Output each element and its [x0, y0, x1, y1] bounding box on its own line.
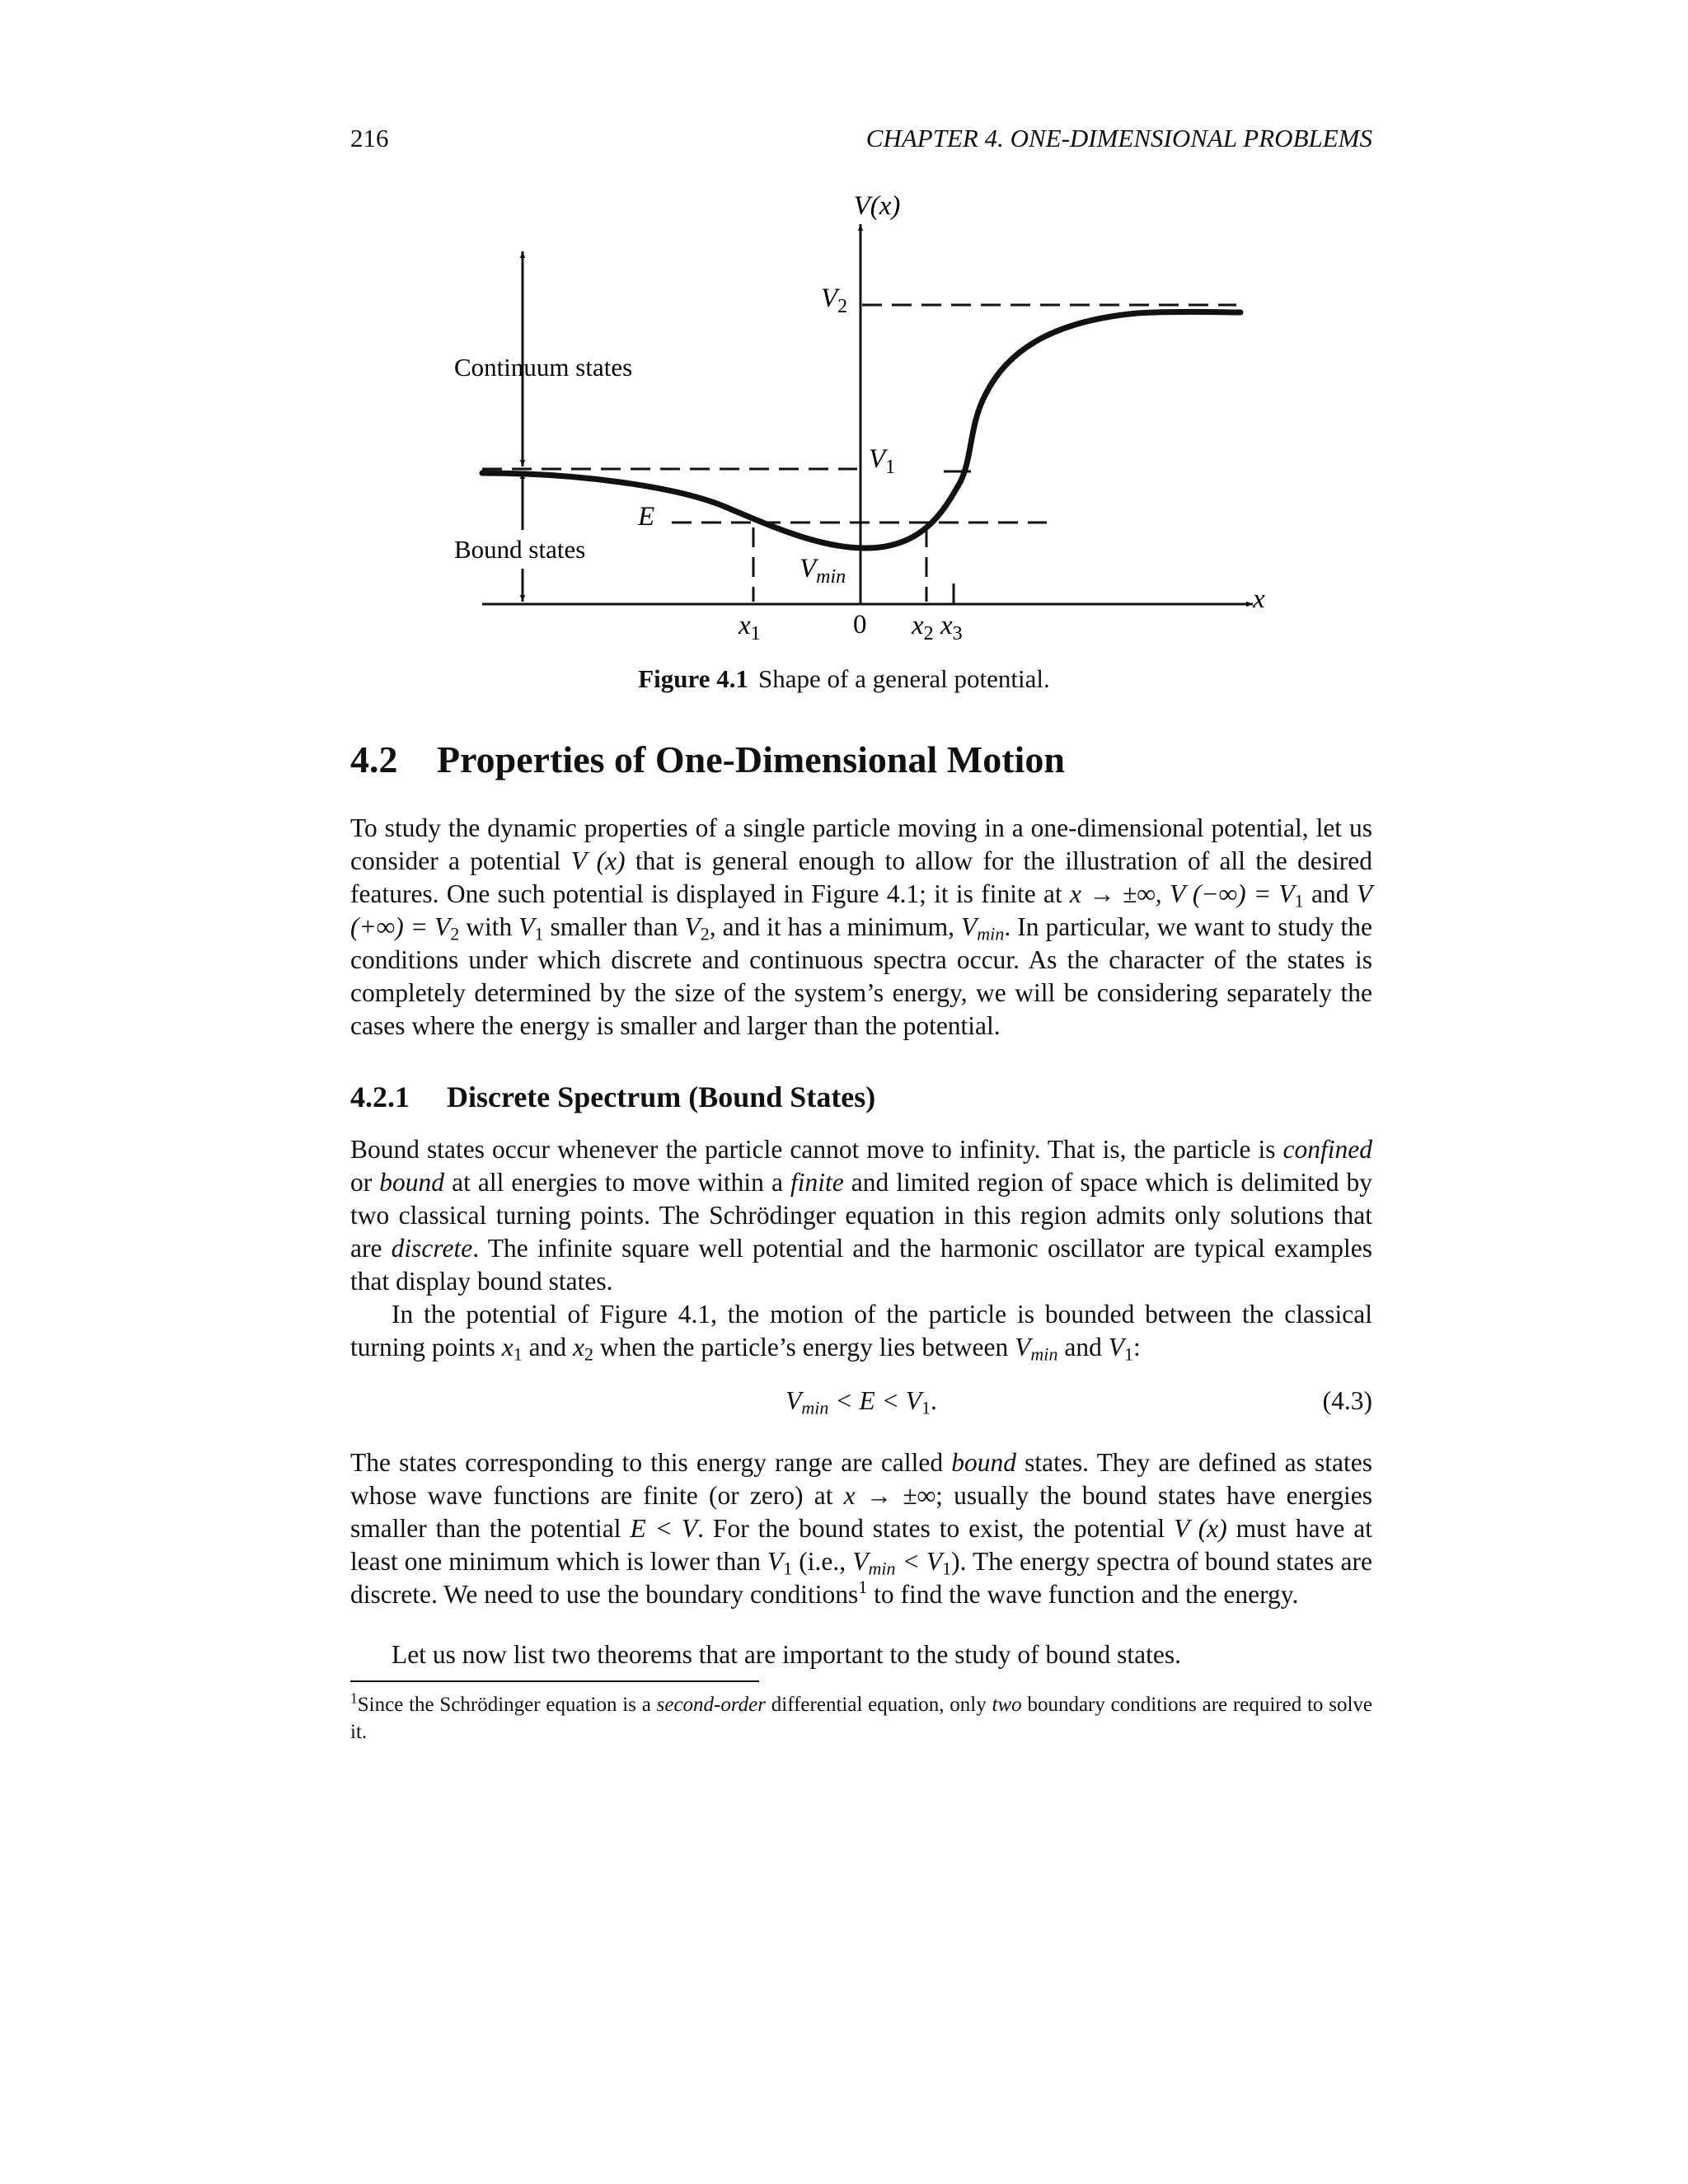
vmin-label: $V_{min}$ — [799, 554, 846, 588]
x1-label: $x_1$ — [738, 611, 761, 644]
figure-caption — [0, 664, 1688, 694]
x3-label: $x_3$ — [940, 611, 963, 644]
bound-paragraph-2: In the potential of Figure 4.1, the motion of the particle is bounded between the classical turning points $x_1$ and $x_2$ when the particle’s energy lies between $V_{min}$ and $V_1$: — [350, 1300, 1372, 1365]
footnote-rule — [350, 1680, 759, 1682]
equation-number: (4.3) — [1322, 1386, 1372, 1415]
section-heading — [350, 738, 1065, 781]
x2-label: $x_2$ — [912, 611, 934, 644]
footnote-marker[interactable]: 1 — [858, 1576, 868, 1597]
e-label: E — [638, 502, 655, 532]
subsection-title: Discrete Spectrum (Bound States) — [447, 1080, 876, 1113]
section-number: 4.2 — [350, 738, 398, 780]
bound-paragraph-3: The states corresponding to this energy range are called bound states. They are defined as states whose wave functions are finite (or zero) at x → ±∞; usually the bound states have energies smaller than the potential E < V. For the bound states to exist, the potential V (x) must have at least one minimum which is lower than $V_1$ (i.e., $V_{min} < V_1$). The energy spectra of bound states are discrete. We need to use the boundary conditions$^1$ to find the wave function and the energy. — [350, 1448, 1373, 1609]
page-number: 216 — [350, 124, 389, 152]
intro-paragraph: To study the dynamic properties of a single particle moving in a one-dimensional potential, let us consider a potential V (x) that is general enough to allow for the illustration of all the desired features. One such potential is displayed in Figure 4.1; it is finite at x → ±∞, V (−∞) = $V_1$ and V (+∞) = $V_2$ with $V_1$ smaller than $V_2$, and it has a minimum, $V_{min}$. In particular, we want to study the conditions under which discrete and continuous spectra occur. As the character of the states is completely determined by the size of the system’s energy, we will be considering separately the cases where the energy is smaller and larger than the potential. — [350, 813, 1372, 1040]
figure-caption-text: Shape of a general potential. — [757, 664, 1050, 693]
subsection-heading — [350, 1080, 875, 1114]
continuum-states-label: Continuum states — [454, 353, 633, 382]
equation-4-3 — [350, 1386, 1372, 1419]
footnote: $^1$Since the Schrödinger equation is a second-order differential equation, only two boundary conditions are required to solve it. — [350, 1690, 1372, 1743]
figure-caption-label: Figure 4.1 — [638, 664, 748, 693]
origin-label: 0 — [853, 610, 867, 640]
potential-figure — [0, 0, 1688, 659]
v2-label: $V_2$ — [821, 284, 848, 317]
x-axis-label: x — [1253, 584, 1265, 614]
equation-body: $V_{min} < E < V_1$. — [785, 1386, 937, 1418]
section-title: Properties of One-Dimensional Motion — [437, 738, 1065, 780]
bound-states-label: Bound states — [454, 535, 586, 564]
subsection-number: 4.2.1 — [350, 1080, 410, 1113]
bound-paragraph-1: Bound states occur whenever the particle cannot move to infinity. That is, the particle is confined or bound at all energies to move within a finite and limited region of space which is delimited by two classical turning points. The Schrödinger equation in this region admits only solutions that are discrete. The infinite square well potential and the harmonic oscillator are typical examples that display bound states. — [350, 1135, 1372, 1296]
bound-paragraph-4: Let us now list two theorems that are important to the study of bound states. — [392, 1640, 1181, 1669]
chapter-title: CHAPTER 4. ONE-DIMENSIONAL PROBLEMS — [865, 124, 1372, 152]
y-axis-label: V(x) — [853, 191, 901, 221]
v1-label: $V_1$ — [869, 444, 896, 478]
